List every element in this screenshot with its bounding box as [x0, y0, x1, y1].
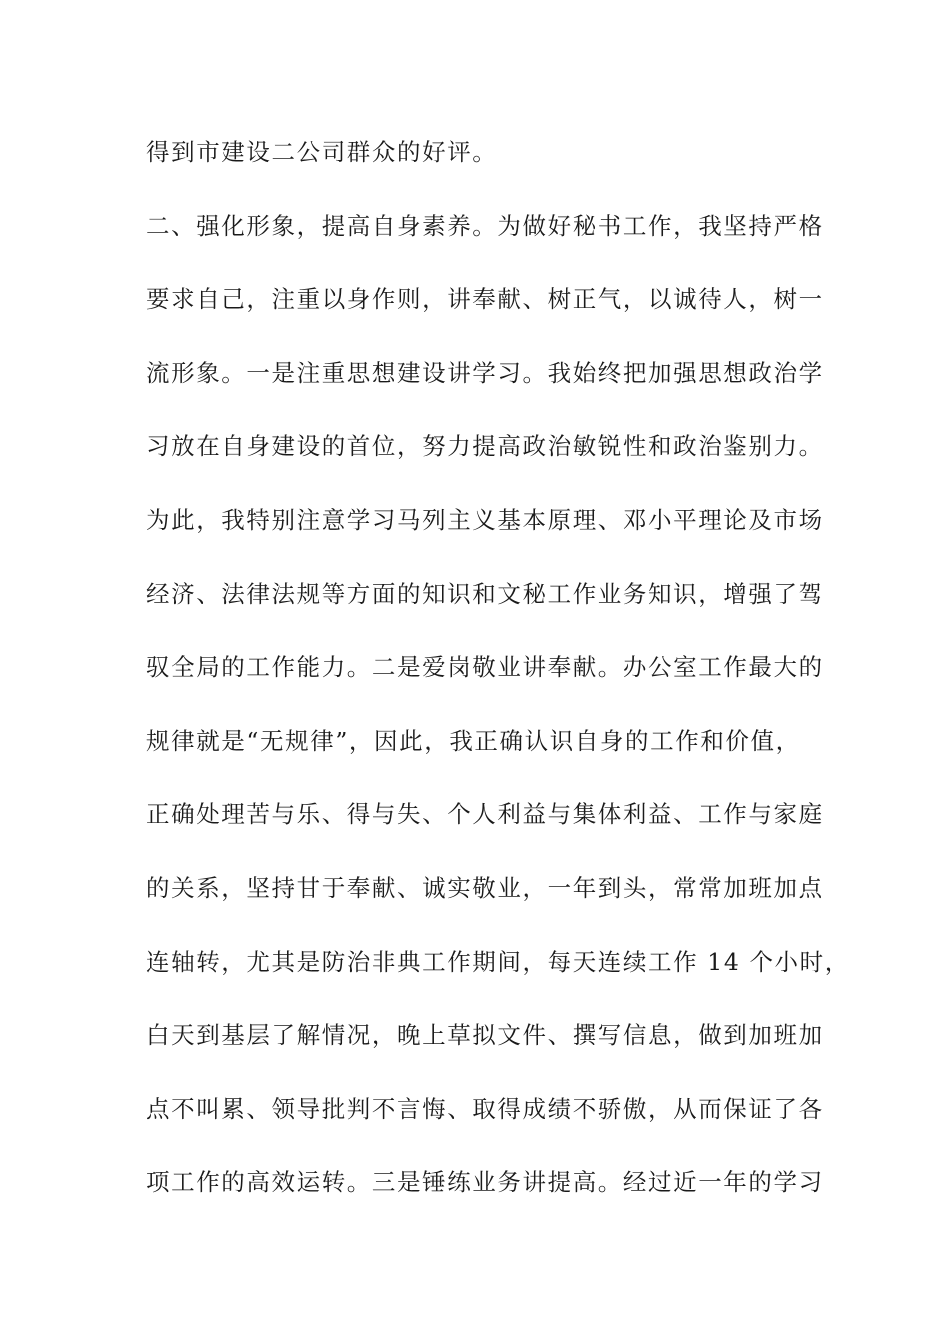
text-line: 流形象。一是注重思想建设讲学习。我始终把加强思想政治学 — [146, 358, 824, 387]
text-line: 点不叫累、领导批判不言悔、取得成绩不骄傲，从而保证了各 — [146, 1094, 824, 1123]
text-line: 项工作的高效运转。三是锤练业务讲提高。经过近一年的学习 — [146, 1168, 824, 1197]
text-line: 要求自己，注重以身作则，讲奉献、树正气，以诚待人，树一 — [146, 285, 824, 314]
text-line: 习放在自身建设的首位，努力提高政治敏锐性和政治鉴别力。 — [146, 432, 824, 461]
text-line: 连轴转，尤其是防治非典工作期间，每天连续工作 14 个小时， — [146, 947, 850, 976]
text-line: 的关系，坚持甘于奉献、诚实敬业，一年到头，常常加班加点 — [146, 873, 824, 902]
text-line: 正确处理苦与乐、得与失、个人利益与集体利益、工作与家庭 — [146, 800, 824, 829]
text-line: 得到市建设二公司群众的好评。 — [146, 138, 498, 166]
body-text — [146, 129, 850, 1233]
text-line: 白天到基层了解情况，晚上草拟文件、撰写信息，做到加班加 — [146, 1021, 824, 1050]
text-line: 二、强化形象，提高自身素养。为做好秘书工作，我坚持严格 — [146, 211, 824, 240]
text-line: 规律就是“无规律”，因此，我正确认识自身的工作和价值， — [146, 726, 801, 755]
text-line: 为此，我特别注意学习马列主义基本原理、邓小平理论及市场 — [146, 505, 824, 534]
text-line: 驭全局的工作能力。二是爱岗敬业讲奉献。办公室工作最大的 — [146, 653, 824, 682]
text-line: 经济、法律法规等方面的知识和文秘工作业务知识，增强了驾 — [146, 579, 824, 608]
